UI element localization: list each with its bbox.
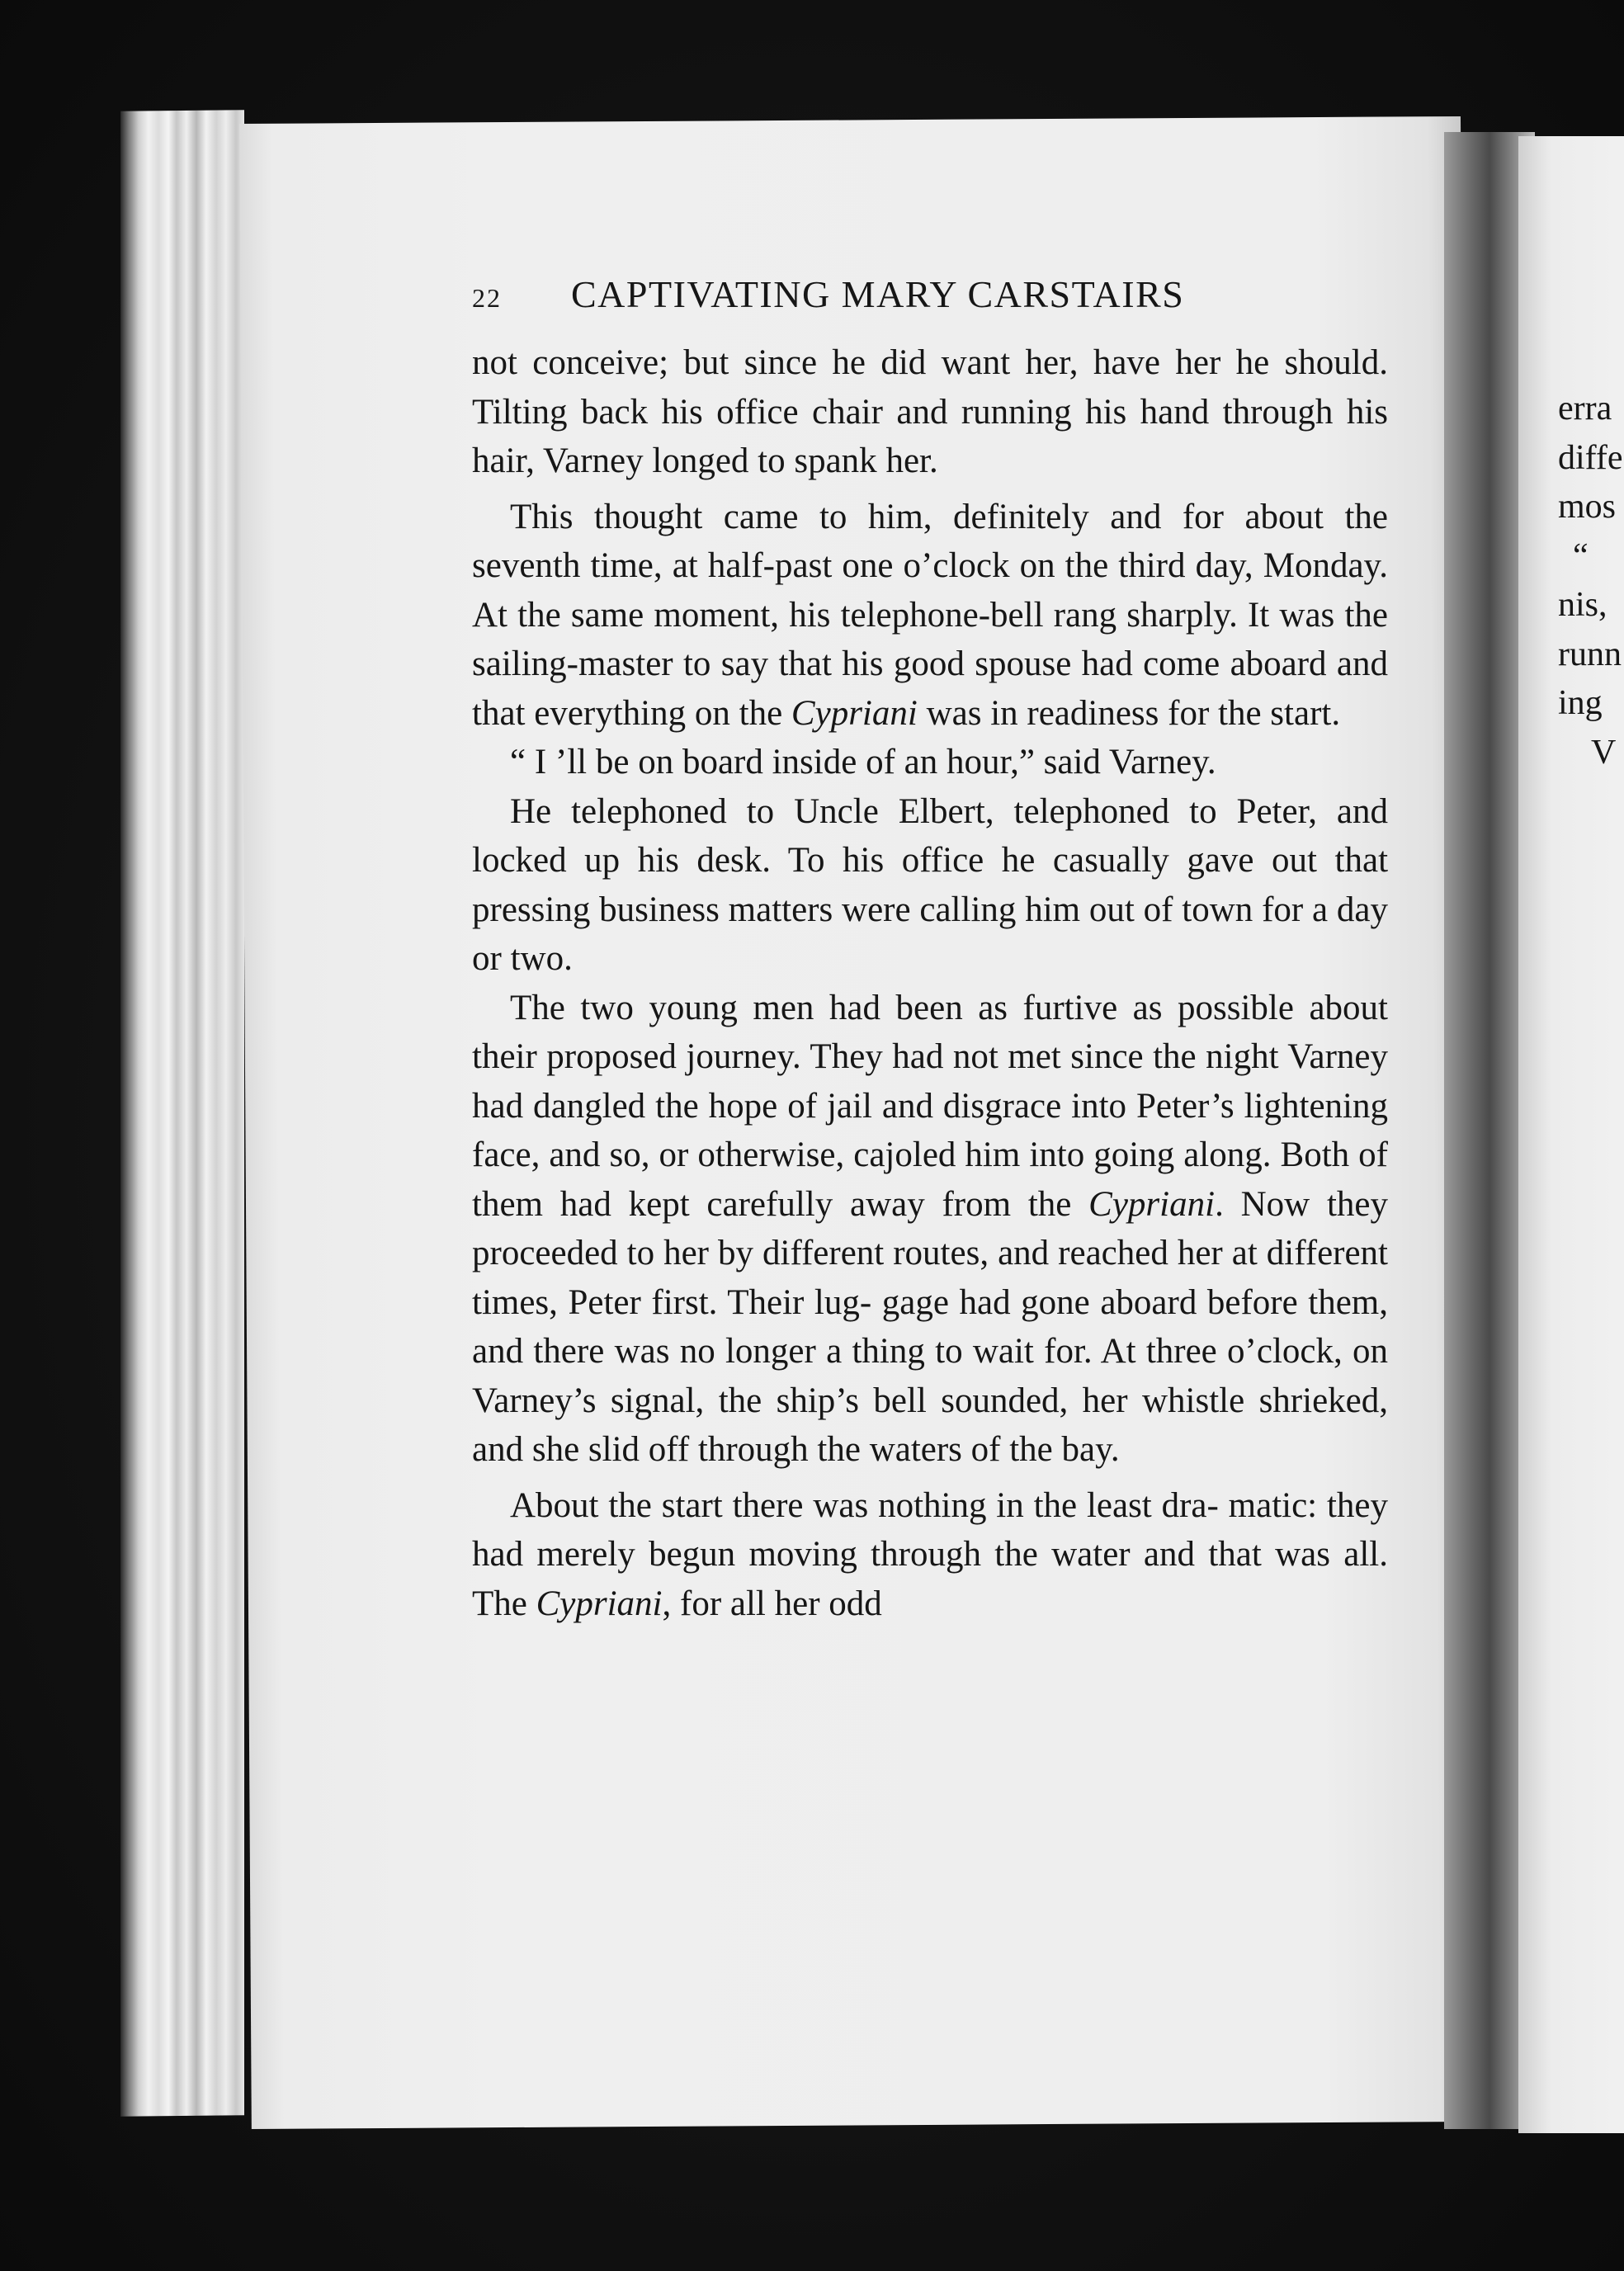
- text-line: About the start there was nothing in the least dra-: [510, 1485, 1219, 1525]
- text-line: water and that was all. The Cypriani, for all her odd: [472, 1535, 1389, 1623]
- paragraph-1: [472, 338, 1388, 486]
- paragraph-3: [472, 738, 1388, 787]
- facing-fragment: “: [1573, 536, 1589, 575]
- text-line: the Cypriani was in readiness for the start.: [739, 693, 1341, 733]
- paragraph-2: [472, 493, 1388, 739]
- page-content: [472, 272, 1388, 1628]
- text-line: no longer a thing to wait for. At three o’clock, on: [679, 1332, 1389, 1371]
- text-line: gage had gone aboard before them, and there was: [472, 1282, 1389, 1371]
- text-line: matic: they had merely begun moving through the: [472, 1485, 1388, 1574]
- facing-fragment: diffe: [1558, 438, 1623, 477]
- text-line: since the night Varney had dangled the hope of jail: [472, 1037, 1389, 1126]
- text-line: “ I ’ll be on board inside of an hour,” said Varney.: [510, 743, 1216, 781]
- ship-name: Cypriani: [791, 693, 918, 733]
- text-line: Varney’s signal, the ship’s bell sounded, her whistle: [472, 1381, 1245, 1420]
- facing-fragment: mos: [1558, 488, 1617, 526]
- text-line: and locked up his desk. To his office he casually gave: [472, 791, 1388, 880]
- text-line: her.: [885, 441, 938, 480]
- text-line: them had kept carefully away from the Cypriani.: [472, 1184, 1224, 1224]
- text-line: he should. Tilting back his office chair and running: [472, 343, 1388, 432]
- page-edges: [120, 110, 244, 2117]
- text-line: otherwise, cajoled him into going along. Both of: [697, 1136, 1388, 1174]
- facing-fragment: ing: [1558, 684, 1603, 722]
- facing-fragment: erra: [1558, 390, 1612, 427]
- text-line: Now they proceeded to her by different routes, and: [472, 1184, 1389, 1272]
- facing-page-text: [1558, 385, 1624, 777]
- facing-fragment: nis,: [1558, 586, 1607, 624]
- running-head-title: CAPTIVATING MARY CARSTAIRS: [571, 273, 1185, 315]
- text-line: shrieked, and she slid off through the waters of the: [472, 1381, 1388, 1469]
- text-line: reached her at different times, Peter first. Their lug-: [472, 1234, 1389, 1322]
- paragraph-6: [472, 1481, 1388, 1629]
- text-line: This thought came to him, definitely and for about: [510, 497, 1324, 536]
- facing-fragment: V: [1591, 733, 1617, 772]
- text-line: day, Monday. At the same moment, his telephone-bell: [472, 546, 1389, 635]
- text-line: about their proposed journey. They had not met: [472, 988, 1389, 1076]
- text-line: The two young men had been as furtive as possible: [510, 988, 1294, 1027]
- text-line: bay.: [1061, 1430, 1120, 1469]
- body-text: [472, 338, 1388, 1628]
- text-line: his hand through his hair, Varney longed to spank: [472, 392, 1389, 480]
- text-line: not conceive; but since he did want her, have her: [472, 343, 1221, 382]
- text-line: and disgrace into Peter’s lightening face, and so, or: [472, 1086, 1388, 1174]
- text-line: out of town for a day or two.: [472, 890, 1389, 978]
- text-line: good spouse had come aboard and that everything on: [472, 644, 1389, 733]
- paragraph-4: [472, 787, 1388, 984]
- ship-name: Cypriani: [1088, 1184, 1216, 1224]
- facing-fragment: runn: [1558, 635, 1622, 673]
- ship-name: Cypriani: [536, 1584, 663, 1623]
- running-head: [472, 272, 1388, 338]
- text-line: He telephoned to Uncle Elbert, telephoned to Peter,: [510, 791, 1317, 831]
- text-line: rang sharply. It was the sailing-master to say that his: [472, 595, 1388, 683]
- text-line: the seventh time, at half-past one o’clock on the third: [472, 497, 1389, 585]
- text-line: out that pressing business matters were calling him: [472, 841, 1389, 929]
- paragraph-5: [472, 984, 1388, 1475]
- page-number: 22: [472, 283, 502, 313]
